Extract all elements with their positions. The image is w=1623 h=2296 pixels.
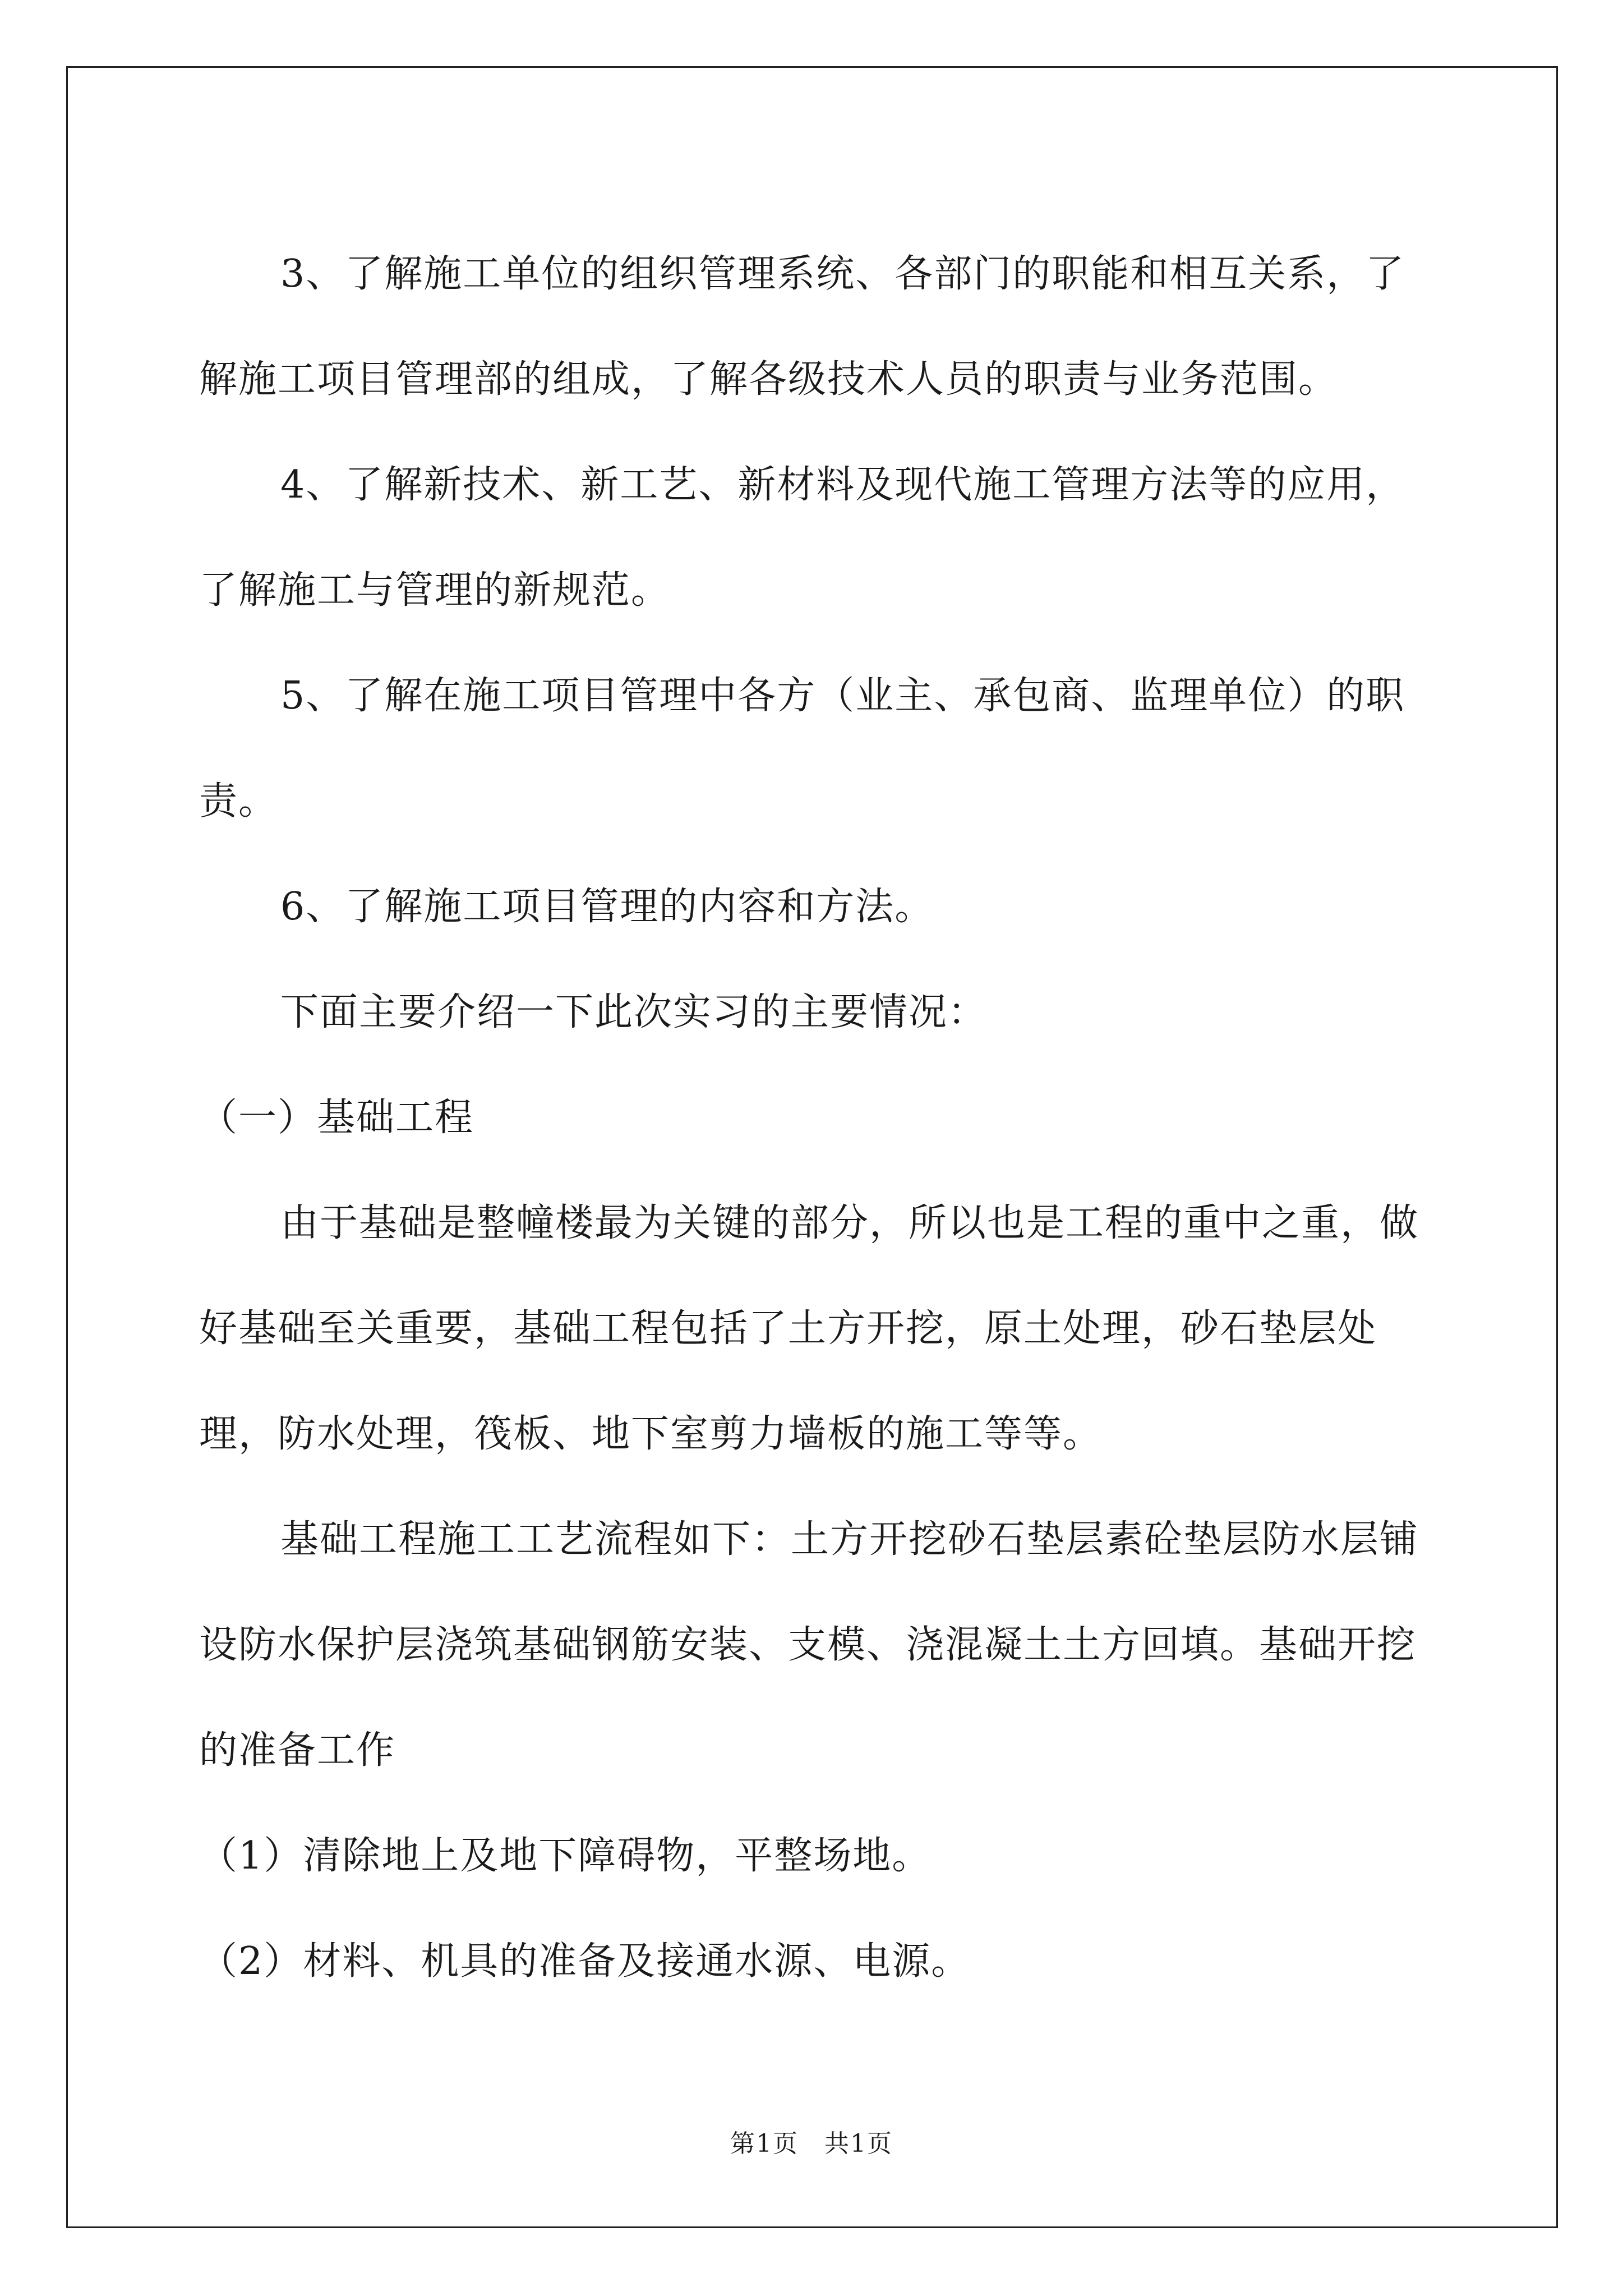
section-heading: （一）基础工程 xyxy=(199,1096,474,1140)
paragraph-item-3: 3、了解施工单位的组织管理系统、各部门的职能和相互关系，了解施工项目管理部的组成，了解各级技术人员的职责与业务范围。 xyxy=(199,252,1405,402)
document-body xyxy=(199,222,1433,2014)
paragraph-intro: 下面主要介绍一下此次实习的主要情况： xyxy=(280,990,988,1034)
paragraph-foundation: 由于基础是整幢楼最为关键的部分，所以也是工程的重中之重，做好基础至关重要，基础工程包括了土方开挖，原土处理，砂石垫层处理，防水处理，筏板、地下室剪力墙板的施工等等。 xyxy=(199,1201,1419,1456)
page-number: 第1页 共1页 xyxy=(730,2129,893,2158)
list-item-1: （1）清除地上及地下障碍物，平整场地。 xyxy=(199,1834,932,1878)
paragraph-process: 基础工程施工工艺流程如下：土方开挖砂石垫层素砼垫层防水层铺设防水保护层浇筑基础钢筋安装、支模、浇混凝土土方回填。基础开挖的准备工作 xyxy=(199,1517,1419,1773)
list-item-2: （2）材料、机具的准备及接通水源、电源。 xyxy=(199,1939,971,1984)
paragraph-item-5: 5、了解在施工项目管理中各方（业主、承包商、监理单位）的职责。 xyxy=(199,674,1405,823)
paragraph-item-4: 4、了解新技术、新工艺、新材料及现代施工管理方法等的应用，了解施工与管理的新规范。 xyxy=(199,463,1405,613)
paragraph-item-6: 6、了解施工项目管理的内容和方法。 xyxy=(280,885,934,929)
